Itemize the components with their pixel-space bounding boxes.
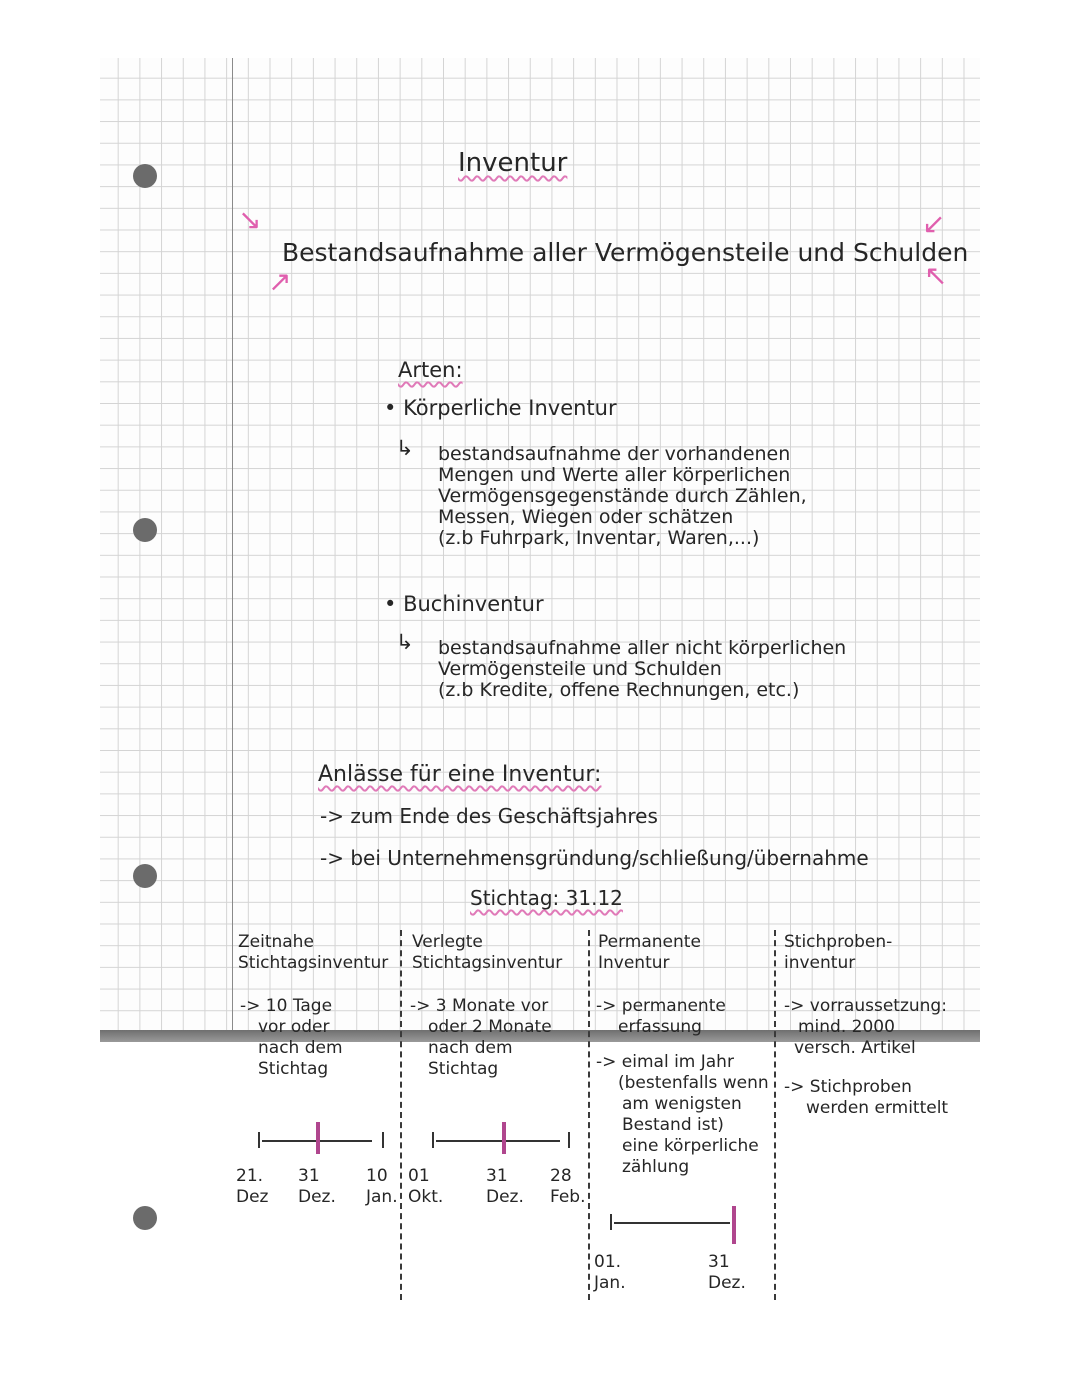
description-line: bestandsaufnahme der vorhandenen [438,443,791,465]
timeline-end-tick [568,1132,570,1148]
title-line: Inventur [598,953,670,973]
timeline-start-tick [432,1132,434,1148]
date-month: Dez. [708,1273,746,1293]
verlegte-title [412,932,562,974]
timeline-label-end [550,1166,586,1208]
title-line: Stichproben- [784,932,893,952]
note-line: Bestand ist) [622,1115,724,1135]
timeline-arrow [436,1140,560,1142]
page-title: Inventur [458,148,568,178]
title-line: inventur [784,953,856,973]
date-day: 10 [366,1166,388,1186]
date-month: Okt. [408,1187,444,1207]
timeline-label-start [594,1252,626,1294]
bullet-koerperliche-inventur: • Körperliche Inventur [384,396,617,420]
description-line: Vermögensteile und Schulden [438,658,722,680]
column-divider [774,930,776,1300]
column-divider [588,930,590,1300]
timeline-label-start [408,1166,443,1208]
timeline-label-mid [298,1166,336,1208]
koerperliche-description [438,444,807,549]
date-month: Dez. [298,1187,336,1207]
timeline-arrow [614,1222,730,1224]
date-day: 21. [236,1166,264,1186]
verlegte-notes [410,996,552,1080]
timeline-end-tick [382,1132,384,1148]
punch-hole-icon [133,518,157,542]
description-line: (z.b Kredite, offene Rechnungen, etc.) [438,679,800,701]
bullet-buchinventur: • Buchinventur [384,592,544,616]
title-line: Stichtagsinventur [412,953,563,973]
description-line: Messen, Wiegen oder schätzen [438,506,734,528]
timeline-label-end [366,1166,398,1208]
date-month: Feb. [550,1187,586,1207]
date-day: 01 [408,1166,430,1186]
permanente-notes [596,996,769,1178]
zeitnahe-notes [240,996,343,1080]
zeitnahe-title [238,932,388,974]
stichtag-label: Stichtag: 31.12 [470,886,623,910]
timeline-label-mid [486,1166,524,1208]
note-line: -> eimal im Jahr [596,1052,734,1072]
date-month: Jan. [594,1273,626,1293]
definition-text: Bestandsaufnahme aller Vermögensteile und Schulden [282,238,969,267]
date-day: 31 [298,1166,320,1186]
column-divider [400,930,402,1300]
arrow-up-right-icon: ↗ [268,265,292,298]
date-day: 31 [486,1166,508,1186]
stichtag-marker [732,1206,736,1244]
anlass-item: -> bei Unternehmensgründung/schließung/übernahme [320,846,869,870]
description-line: (z.b Fuhrpark, Inventar, Waren,...) [438,527,760,549]
anlass-item: -> zum Ende des Geschäftsjahres [320,804,658,828]
note-line: nach dem [428,1038,513,1058]
stichproben-notes [784,996,948,1119]
date-day: 28 [550,1166,572,1186]
title-line: Stichtagsinventur [238,953,389,973]
date-month: Jan. [366,1187,398,1207]
note-line: erfassung [618,1017,702,1037]
note-line: oder 2 Monate [428,1017,552,1037]
permanente-title [598,932,701,974]
timeline-label-end [708,1252,746,1294]
date-month: Dez. [486,1187,524,1207]
bullet-label: Buchinventur [403,592,544,616]
timeline-start-tick [610,1214,612,1230]
title-line: Zeitnahe [238,932,314,952]
sub-arrow-icon: ↳ [396,436,414,460]
date-day: 31 [708,1252,730,1272]
bullet-label: Körperliche Inventur [403,396,617,420]
timeline-label-start [236,1166,268,1208]
arten-heading: Arten: [398,358,463,382]
note-line: -> vorraussetzung: [784,996,947,1016]
note-line: Stichtag [428,1059,499,1079]
arrow-up-left-icon: ↖ [924,259,948,292]
note-line: (bestenfalls wenn [618,1073,769,1093]
stichproben-title [784,932,892,974]
note-line: am wenigsten [622,1094,742,1114]
punch-hole-icon [133,1206,157,1230]
note-line: -> 3 Monate vor [410,996,549,1016]
description-line: Vermögensgegenstände durch Zählen, [438,485,807,507]
title-line: Verlegte [412,932,483,952]
note-line: mind. 2000 [798,1017,895,1037]
note-line: zählung [622,1157,690,1177]
description-line: bestandsaufnahme aller nicht körperlichen [438,637,847,659]
punch-hole-icon [133,864,157,888]
note-line: Stichtag [258,1059,329,1079]
margin-line [232,58,233,1030]
date-month: Dez [236,1187,269,1207]
anlaesse-heading: Anlässe für eine Inventur: [318,762,602,787]
note-line: versch. Artikel [794,1038,916,1058]
date-day: 01. [594,1252,622,1272]
title-line: Permanente [598,932,701,952]
timeline-start-tick [258,1132,260,1148]
arrow-down-right-icon: ↘ [238,203,262,236]
stichtag-marker [502,1122,506,1154]
note-line: -> Stichproben [784,1077,912,1097]
note-line: -> permanente [596,996,726,1016]
note-line: werden ermittelt [806,1098,949,1118]
punch-hole-icon [133,164,157,188]
note-line: eine körperliche [622,1136,759,1156]
sub-arrow-icon: ↳ [396,630,414,654]
stichtag-marker [316,1122,320,1154]
description-line: Mengen und Werte aller körperlichen [438,464,791,486]
buchinventur-description [438,638,846,701]
arrow-down-left-icon: ↙ [922,207,946,240]
note-line: vor oder [258,1017,330,1037]
note-line: -> 10 Tage [240,996,333,1016]
note-line: nach dem [258,1038,343,1058]
